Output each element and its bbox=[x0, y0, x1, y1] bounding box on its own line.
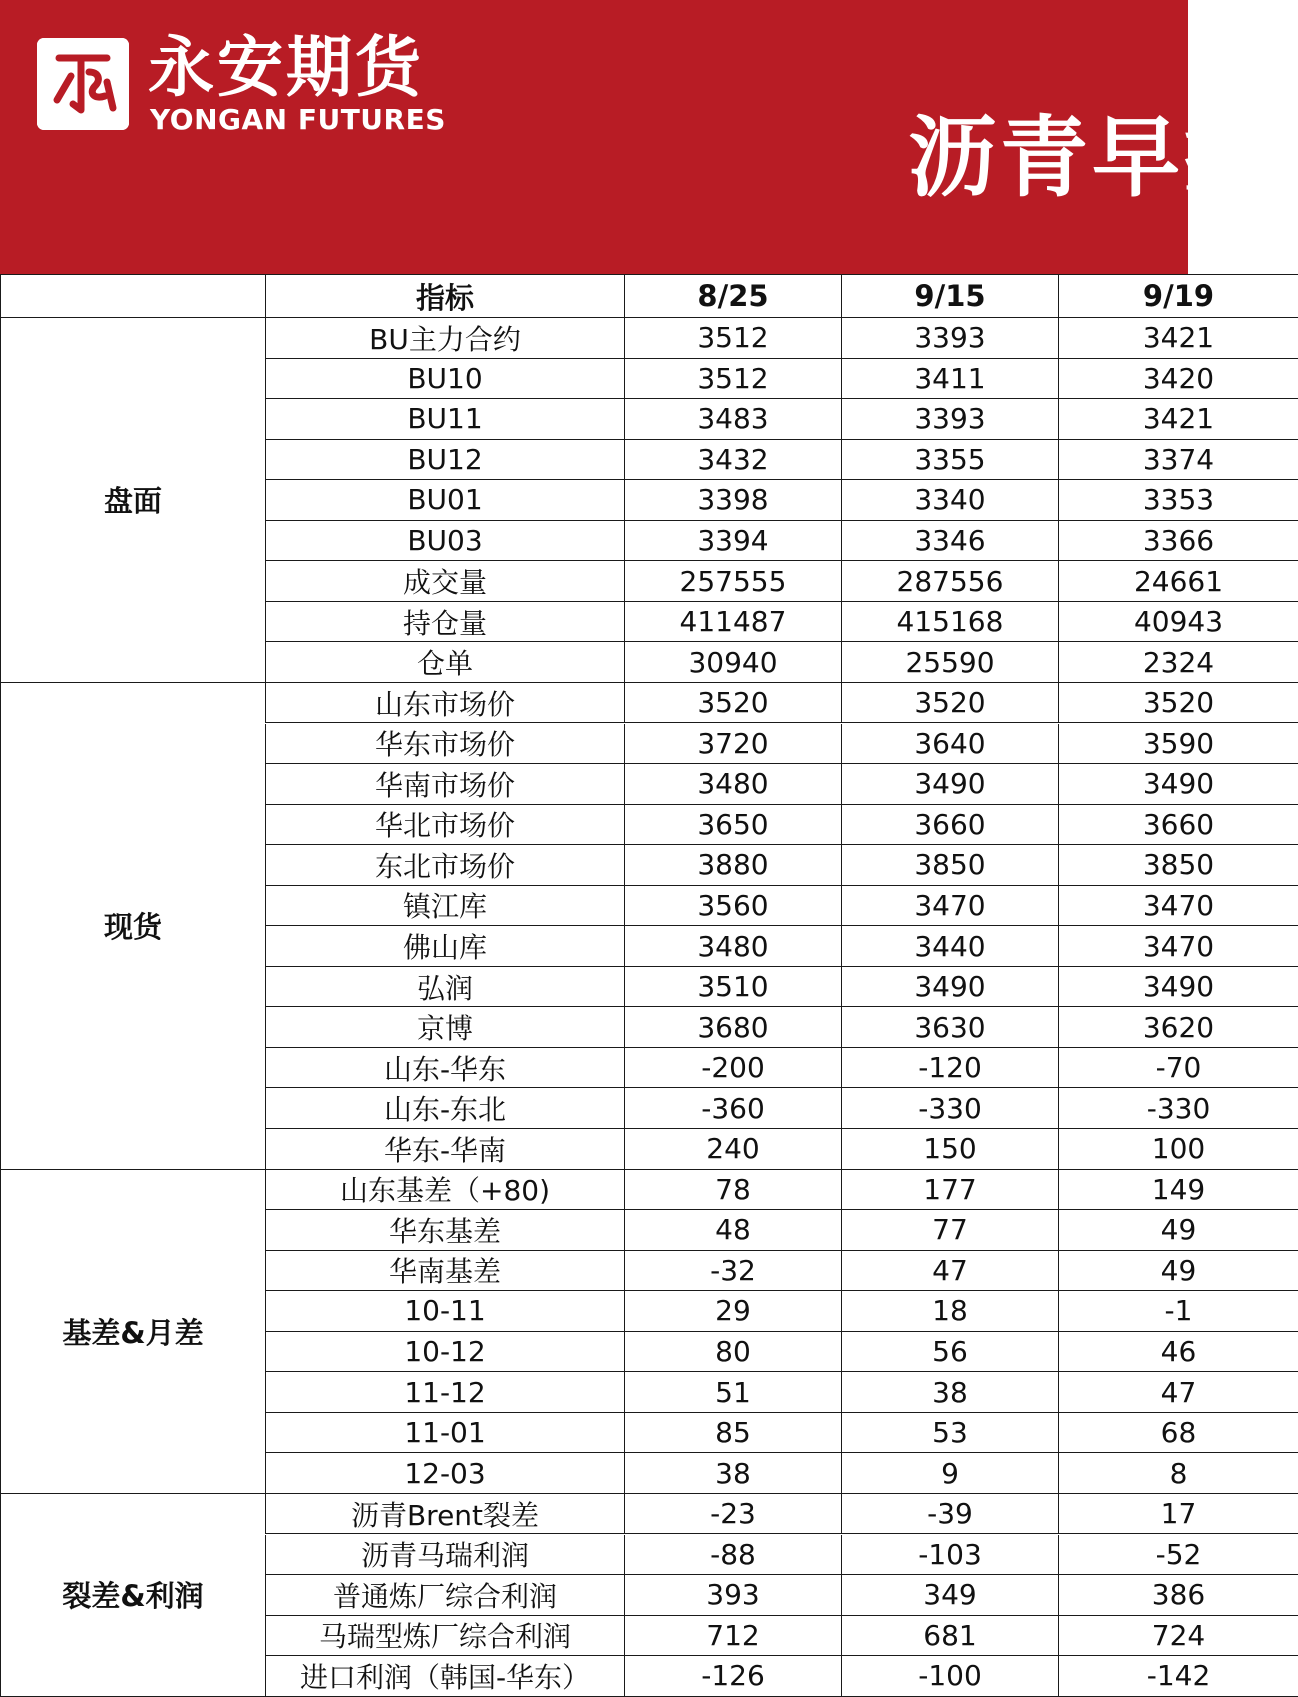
table-cell: 85 bbox=[624, 1413, 841, 1454]
table-cell: 100 bbox=[1058, 1129, 1298, 1170]
table-cell: -39 bbox=[841, 1494, 1058, 1535]
table-cell: 3490 bbox=[841, 967, 1058, 1008]
header-banner bbox=[0, 0, 1277, 274]
table-cell: 149 bbox=[1058, 1170, 1298, 1211]
table-cell: 349 bbox=[841, 1575, 1058, 1616]
table-cell: 49 bbox=[1058, 1251, 1298, 1292]
table-cell: 3366 bbox=[1058, 521, 1298, 562]
logo-chinese-name: 永安期货 bbox=[148, 29, 424, 106]
table-cell: 3620 bbox=[1058, 1007, 1298, 1048]
table-cell: 49 bbox=[1058, 1210, 1298, 1251]
table-cell: 29 bbox=[624, 1291, 841, 1332]
table-cell: 3720 bbox=[624, 724, 841, 765]
table-cell: 3374 bbox=[1058, 440, 1298, 481]
table-cell: 47 bbox=[1058, 1372, 1298, 1413]
table-cell: -88 bbox=[624, 1535, 841, 1576]
data-table bbox=[0, 274, 1224, 1694]
table-cell: 712 bbox=[624, 1616, 841, 1657]
row-label: 华东-华南 bbox=[265, 1129, 624, 1170]
table-cell: 3398 bbox=[624, 480, 841, 521]
table-cell: 411487 bbox=[624, 602, 841, 643]
table-cell: 3560 bbox=[624, 886, 841, 927]
group-label: 基差&月差 bbox=[0, 1170, 265, 1494]
column-header: 指标 bbox=[265, 274, 624, 318]
table-cell: 177 bbox=[841, 1170, 1058, 1211]
row-label: BU01 bbox=[265, 480, 624, 521]
table-cell: -103 bbox=[841, 1535, 1058, 1576]
table-cell: 3512 bbox=[624, 318, 841, 359]
row-label: 华东基差 bbox=[265, 1210, 624, 1251]
row-label: 京博 bbox=[265, 1007, 624, 1048]
table-cell: -330 bbox=[841, 1088, 1058, 1129]
table-cell: 3394 bbox=[624, 521, 841, 562]
table-cell: 38 bbox=[624, 1453, 841, 1494]
column-header: 9/19 bbox=[1058, 274, 1298, 318]
table-cell: -330 bbox=[1058, 1088, 1298, 1129]
row-label: BU11 bbox=[265, 399, 624, 440]
row-label: 华南市场价 bbox=[265, 764, 624, 805]
row-label: 山东-华东 bbox=[265, 1048, 624, 1089]
row-label: 镇江库 bbox=[265, 886, 624, 927]
table-cell: 3660 bbox=[841, 805, 1058, 846]
table-cell: -100 bbox=[841, 1656, 1058, 1697]
table-cell: 3340 bbox=[841, 480, 1058, 521]
table-cell: 78 bbox=[624, 1170, 841, 1211]
table-cell: 80 bbox=[624, 1332, 841, 1373]
table-cell: 38 bbox=[841, 1372, 1058, 1413]
page-title: 沥青早报 bbox=[908, 106, 1277, 209]
table-cell: 150 bbox=[841, 1129, 1058, 1170]
table-cell: 3440 bbox=[841, 926, 1058, 967]
table-cell: 51 bbox=[624, 1372, 841, 1413]
column-header: 9/15 bbox=[841, 274, 1058, 318]
table-cell: 3420 bbox=[1058, 359, 1298, 400]
table-cell: 2324 bbox=[1058, 642, 1298, 683]
table-cell: 3470 bbox=[1058, 886, 1298, 927]
table-cell: 3850 bbox=[1058, 845, 1298, 886]
group-label: 裂差&利润 bbox=[0, 1494, 265, 1697]
table-cell: 287556 bbox=[841, 561, 1058, 602]
table-cell: 3490 bbox=[1058, 764, 1298, 805]
yongan-logo-icon bbox=[37, 38, 129, 130]
table-cell: 3480 bbox=[624, 764, 841, 805]
row-label: 普通炼厂综合利润 bbox=[265, 1575, 624, 1616]
row-label: 弘润 bbox=[265, 967, 624, 1008]
table-cell: 3393 bbox=[841, 399, 1058, 440]
row-label: 沥青马瑞利润 bbox=[265, 1535, 624, 1576]
table-cell: 3432 bbox=[624, 440, 841, 481]
row-label: 成交量 bbox=[265, 561, 624, 602]
row-label: 东北市场价 bbox=[265, 845, 624, 886]
row-label: 12-03 bbox=[265, 1453, 624, 1494]
table-cell: 3520 bbox=[841, 683, 1058, 724]
table-cell: -52 bbox=[1058, 1535, 1298, 1576]
column-header bbox=[0, 274, 265, 318]
row-label: 10-11 bbox=[265, 1291, 624, 1332]
row-label: BU03 bbox=[265, 521, 624, 562]
row-label: 山东基差（+80) bbox=[265, 1170, 624, 1211]
row-label: 10-12 bbox=[265, 1332, 624, 1373]
table-cell: 3490 bbox=[1058, 967, 1298, 1008]
table-cell: 3470 bbox=[841, 886, 1058, 927]
table-cell: 3470 bbox=[1058, 926, 1298, 967]
table-cell: 3660 bbox=[1058, 805, 1298, 846]
table-cell: -23 bbox=[624, 1494, 841, 1535]
table-cell: 53 bbox=[841, 1413, 1058, 1454]
table-cell: 3483 bbox=[624, 399, 841, 440]
table-cell: 30940 bbox=[624, 642, 841, 683]
row-label: 马瑞型炼厂综合利润 bbox=[265, 1616, 624, 1657]
column-header: 8/25 bbox=[624, 274, 841, 318]
table-cell: -126 bbox=[624, 1656, 841, 1697]
table-cell: 3355 bbox=[841, 440, 1058, 481]
table-cell: 3411 bbox=[841, 359, 1058, 400]
table-cell: 240 bbox=[624, 1129, 841, 1170]
table-cell: 3520 bbox=[1058, 683, 1298, 724]
row-label: 山东-东北 bbox=[265, 1088, 624, 1129]
row-label: BU主力合约 bbox=[265, 318, 624, 359]
table-cell: 3353 bbox=[1058, 480, 1298, 521]
table-cell: 40943 bbox=[1058, 602, 1298, 643]
table-cell: -1 bbox=[1058, 1291, 1298, 1332]
table-cell: 8 bbox=[1058, 1453, 1298, 1494]
table-cell: 25590 bbox=[841, 642, 1058, 683]
table-cell: 3490 bbox=[841, 764, 1058, 805]
group-label: 盘面 bbox=[0, 318, 265, 683]
table-cell: 393 bbox=[624, 1575, 841, 1616]
row-label: 进口利润（韩国-华东） bbox=[265, 1656, 624, 1697]
table-cell: 724 bbox=[1058, 1616, 1298, 1657]
table-cell: -32 bbox=[624, 1251, 841, 1292]
table-cell: 3640 bbox=[841, 724, 1058, 765]
table-cell: 24661 bbox=[1058, 561, 1298, 602]
row-label: BU10 bbox=[265, 359, 624, 400]
table-cell: 386 bbox=[1058, 1575, 1298, 1616]
row-label: BU12 bbox=[265, 440, 624, 481]
row-label: 持仓量 bbox=[265, 602, 624, 643]
table-cell: 681 bbox=[841, 1616, 1058, 1657]
table-cell: 47 bbox=[841, 1251, 1058, 1292]
table-cell: 415168 bbox=[841, 602, 1058, 643]
table-cell: 3346 bbox=[841, 521, 1058, 562]
table-cell: -200 bbox=[624, 1048, 841, 1089]
table-cell: 3650 bbox=[624, 805, 841, 846]
table-cell: -360 bbox=[624, 1088, 841, 1129]
row-label: 11-01 bbox=[265, 1413, 624, 1454]
table-cell: 3590 bbox=[1058, 724, 1298, 765]
table-cell: -142 bbox=[1058, 1656, 1298, 1697]
table-cell: 3680 bbox=[624, 1007, 841, 1048]
table-cell: 18 bbox=[841, 1291, 1058, 1332]
row-label: 仓单 bbox=[265, 642, 624, 683]
table-cell: 77 bbox=[841, 1210, 1058, 1251]
row-label: 华北市场价 bbox=[265, 805, 624, 846]
row-label: 华南基差 bbox=[265, 1251, 624, 1292]
table-cell: 3880 bbox=[624, 845, 841, 886]
table-cell: -120 bbox=[841, 1048, 1058, 1089]
table-cell: 3421 bbox=[1058, 318, 1298, 359]
row-label: 沥青Brent裂差 bbox=[265, 1494, 624, 1535]
table-cell: 3393 bbox=[841, 318, 1058, 359]
row-label: 11-12 bbox=[265, 1372, 624, 1413]
table-cell: 257555 bbox=[624, 561, 841, 602]
table-cell: 9 bbox=[841, 1453, 1058, 1494]
row-label: 佛山库 bbox=[265, 926, 624, 967]
table-cell: 3520 bbox=[624, 683, 841, 724]
table-cell: 56 bbox=[841, 1332, 1058, 1373]
table-cell: 3480 bbox=[624, 926, 841, 967]
group-label: 现货 bbox=[0, 683, 265, 1170]
table-cell: 3512 bbox=[624, 359, 841, 400]
table-cell: 3421 bbox=[1058, 399, 1298, 440]
table-cell: 48 bbox=[624, 1210, 841, 1251]
table-cell: 17 bbox=[1058, 1494, 1298, 1535]
row-label: 山东市场价 bbox=[265, 683, 624, 724]
table-cell: 3510 bbox=[624, 967, 841, 1008]
table-cell: 46 bbox=[1058, 1332, 1298, 1373]
row-label: 华东市场价 bbox=[265, 724, 624, 765]
table-cell: -70 bbox=[1058, 1048, 1298, 1089]
table-cell: 3630 bbox=[841, 1007, 1058, 1048]
table-cell: 3850 bbox=[841, 845, 1058, 886]
table-cell: 68 bbox=[1058, 1413, 1298, 1454]
logo-english-name: YONGAN FUTURES bbox=[150, 103, 446, 136]
